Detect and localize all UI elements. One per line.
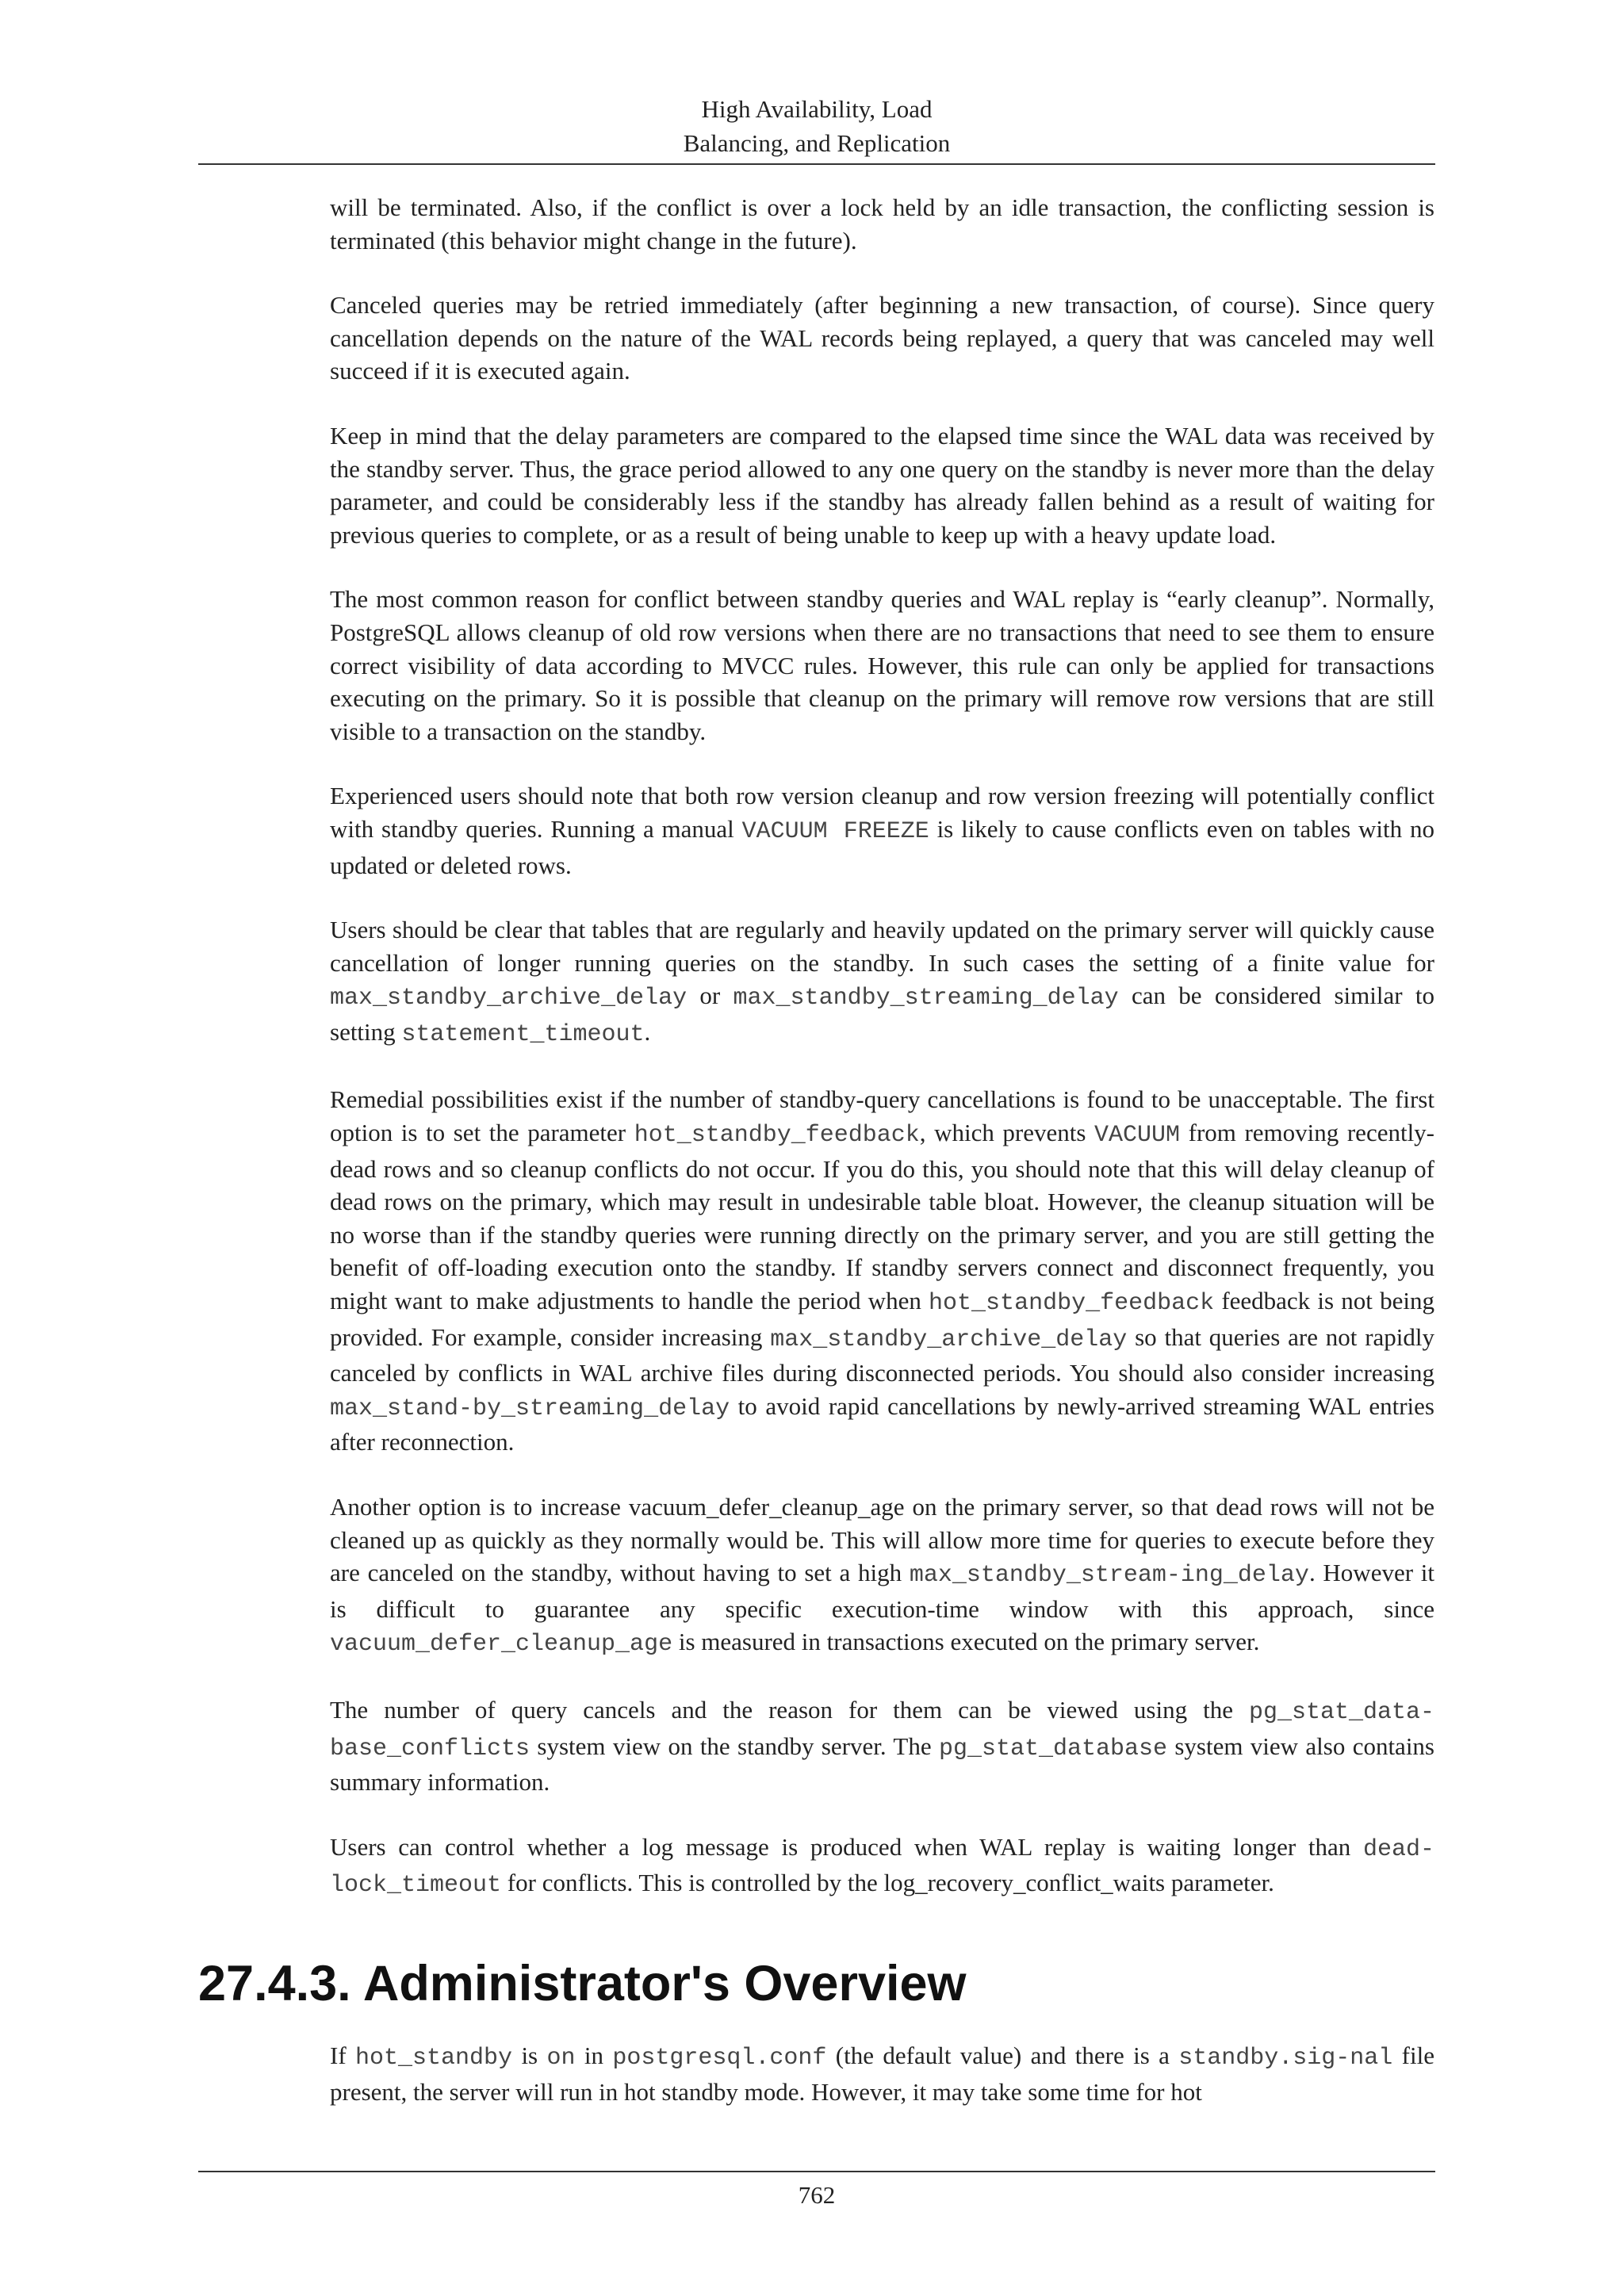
- paragraph-text: If: [330, 2042, 356, 2069]
- paragraph: [330, 779, 1434, 882]
- paragraph: [330, 191, 1434, 257]
- header-line-2: Balancing, and Replication: [683, 129, 951, 157]
- paragraph-text: . However it is difficult to guarantee any specific execution-time window with this approach, since: [330, 1559, 1434, 1623]
- paragraph: [330, 583, 1434, 748]
- paragraph-text: Canceled queries may be retried immediately (after beginning a new transaction, of course). Since query cancellation depends on the nature of the WAL records being replayed, a query that was canceled may well succeed if it is executed again.: [330, 291, 1434, 385]
- paragraph: [330, 1831, 1434, 1903]
- paragraph-text: system view on the standby server. The: [530, 1732, 939, 1760]
- paragraph-text: Keep in mind that the delay parameters are compared to the elapsed time since the WAL data was received by the standby server. Thus, the grace period allowed to any one query on the standby is never more than the delay parameter, and could be considerably less if the standby has already fallen behind as a result of waiting for previous queries to complete, or as a result of being unable to keep up with a heavy update load.: [330, 421, 1434, 549]
- inline-code: hot_standby_feedback: [929, 1290, 1215, 1318]
- paragraph-text: so that queries are not rapidly canceled by conflicts in WAL archive files during disconnected periods. You should also consider increasing: [330, 1322, 1435, 1387]
- paragraph: [330, 1693, 1434, 1799]
- inline-code: statement_timeout: [401, 1020, 645, 1048]
- paragraph-text: system view also contains summary information.: [330, 1732, 1434, 1797]
- paragraph-text: or: [687, 982, 733, 1010]
- inline-code: max_standby_stream-ing_delay: [909, 1562, 1309, 1590]
- inline-code: hot_standby: [355, 2045, 513, 2072]
- section-body-text: [330, 2039, 1434, 2140]
- inline-code: pg_stat_database: [938, 1735, 1167, 1762]
- inline-code: VACUUM: [1094, 1122, 1181, 1150]
- inline-code: dead-lock_timeout: [330, 1835, 1434, 1900]
- paragraph-text: Another option is to increase vacuum_defer_cleanup_age on the primary server, so that dead rows will not be cleaned up as quickly as they normally would be. This will allow more time for queries to execute before they are canceled on the standby, without having to set a high: [330, 1493, 1434, 1587]
- body-text: [330, 191, 1434, 1934]
- inline-code: max_stand-by_streaming_delay: [330, 1395, 730, 1422]
- paragraph-text: The number of query cancels and the reason for them can be viewed using the: [330, 1695, 1249, 1724]
- paragraph-text: for conflicts. This is controlled by the log_recovery_conflict_waits parameter.: [501, 1869, 1274, 1897]
- inline-code: VACUUM FREEZE: [741, 817, 929, 845]
- paragraph-text: in: [575, 2042, 613, 2069]
- paragraph: [330, 913, 1434, 1051]
- paragraph-text: Remedial possibilities exist if the number of standby-query cancellations is found to be unacceptable. The first option is to set the parameter: [330, 1085, 1434, 1147]
- inline-code: hot_standby_feedback: [634, 1122, 920, 1150]
- paragraph-text: feedback is not being provided. For example, consider increasing: [330, 1287, 1434, 1351]
- paragraph-text: The most common reason for conflict between standby queries and WAL replay is “early cleanup”. Normally, PostgreSQL allows cleanup of old row versions when there are no transactions that need to see them to ensure correct visibility of data according to MVCC rules. However, this rule can only be applied for transactions executing on the primary. So it is possible that cleanup on the primary will remove row versions that are still visible to a transaction on the standby.: [330, 585, 1434, 745]
- paragraph-text: can be considered similar to setting: [330, 982, 1434, 1046]
- paragraph: [330, 289, 1434, 388]
- paragraph-text: Users should be clear that tables that are regularly and heavily updated on the primary server will quickly cause cancellation of longer running queries on the standby. In such cases the setting of a finite value for: [330, 916, 1434, 977]
- page-number: 762: [798, 2181, 836, 2209]
- paragraph-text: is measured in transactions executed on the primary server.: [672, 1628, 1260, 1656]
- header-line-1: High Availability, Load: [701, 95, 933, 123]
- paragraph-text: is likely to cause conflicts even on tables with no updated or deleted rows.: [330, 814, 1434, 879]
- paragraph-text: from removing recently-dead rows and so cleanup conflicts do not occur. If you do this, you should note that this will delay cleanup of dead rows on the primary, which may result in undesirable table bloat. However, the cleanup situation will be no worse than if the standby queries were running directly on the primary server, and you are still getting the benefit of off-loading execution onto the standby. If standby servers connect and disconnect frequently, you might want to make adjustments to handle the period when: [330, 1119, 1435, 1315]
- paragraph-text: will be terminated. Also, if the conflict is over a lock held by an idle transaction, the conflicting session is terminated (this behavior might change in the future).: [330, 193, 1434, 254]
- paragraph: [330, 419, 1434, 551]
- inline-code: postgresql.conf: [612, 2045, 827, 2072]
- paragraph-text: file present, the server will run in hot standby mode. However, it may take some time for hot: [330, 2042, 1434, 2106]
- paragraph: [330, 2039, 1434, 2108]
- paragraph-text: Users can control whether a log message is produced when WAL replay is waiting longer than: [330, 1832, 1363, 1861]
- inline-code: max_standby_archive_delay: [330, 985, 688, 1012]
- paragraph-text: , which prevents: [919, 1119, 1095, 1147]
- inline-code: vacuum_defer_cleanup_age: [330, 1631, 673, 1659]
- footer-rule: [198, 2171, 1435, 2172]
- inline-code: on: [546, 2045, 576, 2072]
- header-rule: [198, 163, 1435, 165]
- paragraph-text: is: [512, 2042, 547, 2069]
- inline-code: standby.sig-nal: [1178, 2045, 1393, 2072]
- section-title: 27.4.3. Administrator's Overview: [198, 1956, 967, 2011]
- inline-code: max_standby_archive_delay: [770, 1326, 1128, 1353]
- paragraph: [330, 1490, 1434, 1662]
- paragraph-text: (the default value) and there is a: [826, 2042, 1179, 2069]
- paragraph-text: to avoid rapid cancellations by newly-arrived streaming WAL entries after reconnection.: [330, 1391, 1434, 1456]
- paragraph-text: .: [644, 1017, 651, 1046]
- inline-code: max_standby_streaming_delay: [733, 985, 1119, 1012]
- page-header: [198, 92, 1435, 160]
- inline-code: pg_stat_data-base_conflicts: [330, 1698, 1434, 1762]
- paragraph: [330, 1083, 1434, 1459]
- paragraph-text: Experienced users should note that both row version cleanup and row version freezing will potentially conflict with standby queries. Running a manual: [330, 782, 1434, 843]
